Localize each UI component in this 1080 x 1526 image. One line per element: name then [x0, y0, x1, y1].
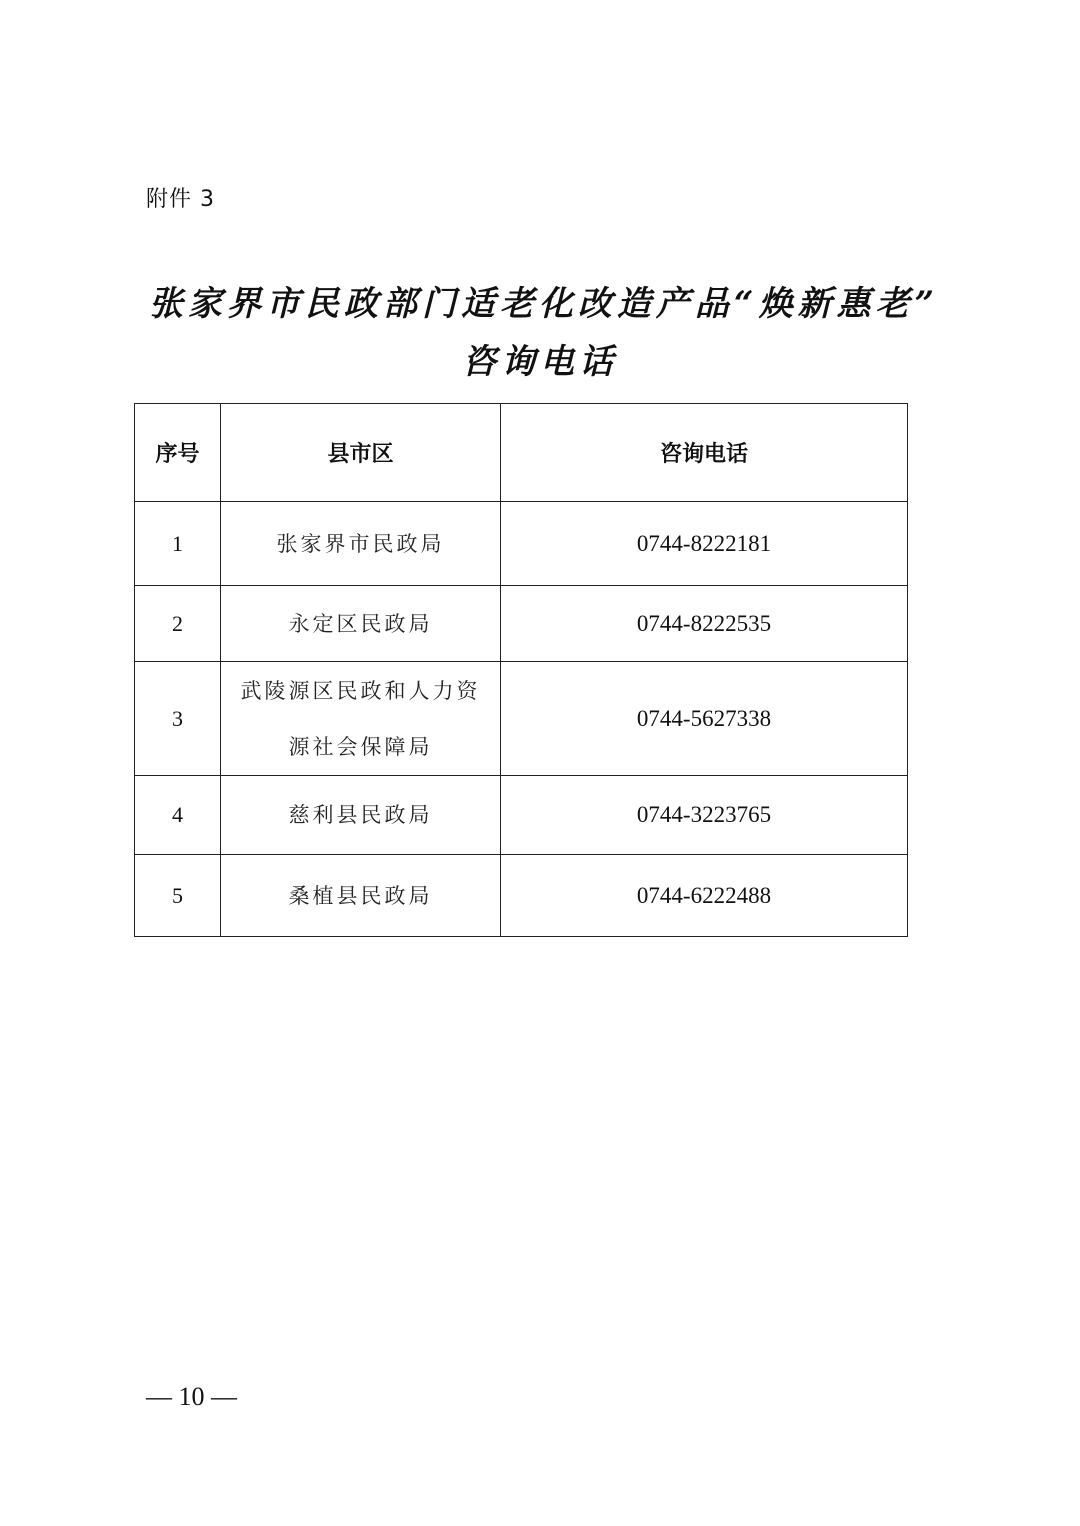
department-name [221, 502, 501, 586]
table-row [135, 776, 908, 855]
phone-number: 0744-8222535 [501, 586, 908, 662]
table-header-row [135, 404, 908, 502]
department-name-line: 张家界市民政局 [276, 531, 445, 556]
department-name-line: 永定区民政局 [288, 611, 433, 636]
table-row [135, 586, 908, 662]
table-row [135, 855, 908, 937]
document-title-line-1: 张家界市民政部门适老化改造产品“焕新惠老” [148, 284, 940, 324]
department-name [221, 855, 501, 937]
phone-number: 0744-5627338 [501, 662, 908, 776]
phone-number: 0744-8222181 [501, 502, 908, 586]
row-number: 1 [135, 502, 221, 586]
page-number: — 10 — [146, 1382, 237, 1411]
header-phone: 咨询电话 [501, 404, 908, 502]
table-row [135, 502, 908, 586]
department-name [221, 662, 501, 776]
department-name [221, 586, 501, 662]
department-name [221, 776, 501, 855]
row-number: 4 [135, 776, 221, 855]
row-number: 2 [135, 586, 221, 662]
header-no: 序号 [135, 404, 221, 502]
department-name-line: 源社会保障局 [288, 734, 433, 759]
phone-number: 0744-6222488 [501, 855, 908, 937]
department-name-line: 慈利县民政局 [288, 803, 433, 827]
row-number: 3 [135, 662, 221, 776]
table-row [135, 662, 908, 776]
department-name-line: 武陵源区民政和人力资 [240, 678, 481, 703]
attachment-label: 附件 3 [146, 187, 215, 212]
phone-number: 0744-3223765 [501, 776, 908, 855]
department-name-line: 桑植县民政局 [288, 883, 433, 908]
row-number: 5 [135, 855, 221, 937]
document-title-line-2: 咨询电话 [462, 342, 618, 382]
contact-table [134, 403, 908, 937]
header-district: 县市区 [221, 404, 501, 502]
